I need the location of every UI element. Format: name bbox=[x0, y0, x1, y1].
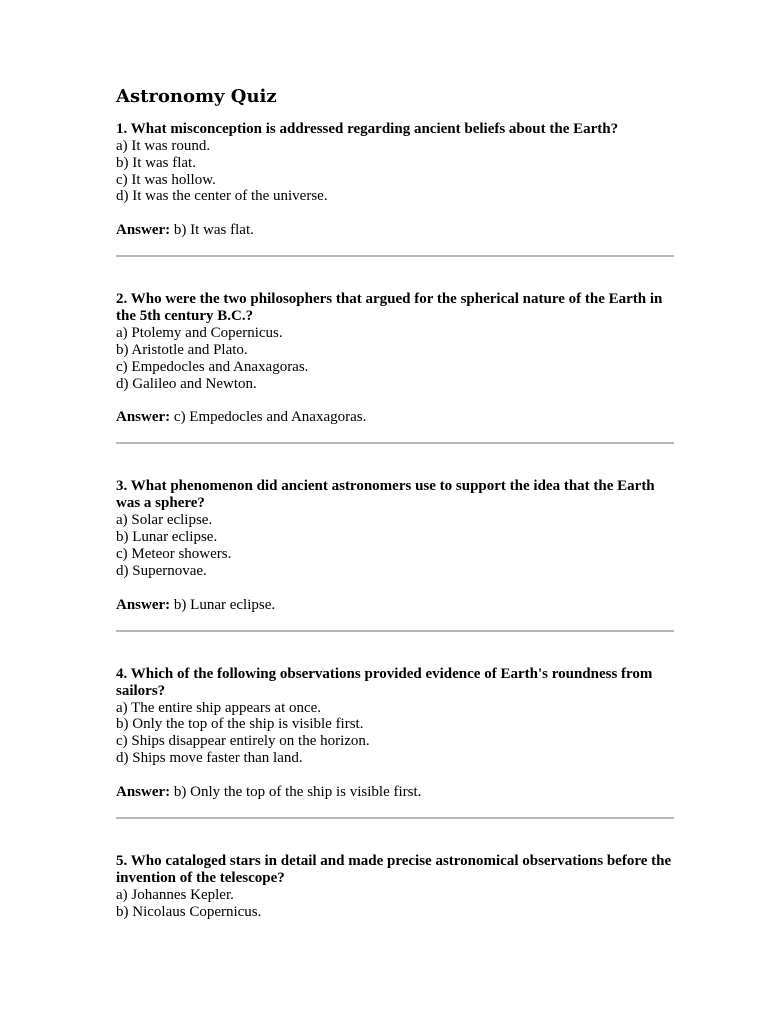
question-block-4 bbox=[116, 666, 674, 801]
question-block-3 bbox=[116, 478, 674, 613]
answer-line bbox=[116, 222, 674, 239]
answer-label: Answer: bbox=[116, 596, 171, 613]
answer-line bbox=[116, 784, 674, 801]
option-a: a) It was round. bbox=[116, 138, 211, 154]
option-c: c) Empedocles and Anaxagoras. bbox=[116, 358, 309, 375]
answer-text: c) Empedocles and Anaxagoras. bbox=[173, 409, 367, 426]
answer-text: b) Lunar eclipse. bbox=[173, 596, 276, 613]
answer-label: Answer: bbox=[116, 222, 171, 239]
question-text: 5. Who cataloged stars in detail and made precise astronomical observations before the invention of the telescope? bbox=[116, 852, 672, 886]
option-d: d) It was the center of the universe. bbox=[116, 188, 328, 205]
answer-label: Answer: bbox=[116, 783, 171, 800]
option-a: a) The entire ship appears at once. bbox=[116, 699, 322, 716]
question-text: 1. What misconception is addressed regarding ancient beliefs about the Earth? bbox=[116, 121, 619, 137]
option-d: d) Ships move faster than land. bbox=[116, 749, 303, 766]
option-c: c) Meteor showers. bbox=[116, 545, 232, 562]
option-b: b) Lunar eclipse. bbox=[116, 529, 218, 546]
option-b: b) Nicolaus Copernicus. bbox=[116, 903, 262, 920]
page-title: Astronomy Quiz bbox=[116, 86, 277, 107]
option-a: a) Solar eclipse. bbox=[116, 512, 213, 529]
divider bbox=[116, 817, 674, 819]
option-b: b) It was flat. bbox=[116, 154, 196, 171]
question-text: 2. Who were the two philosophers that argued for the spherical nature of the Earth in the 5th century B.C.? bbox=[116, 291, 663, 325]
option-b: b) Only the top of the ship is visible first. bbox=[116, 716, 364, 733]
question-text: 3. What phenomenon did ancient astronomers use to support the idea that the Earth was a sphere? bbox=[116, 478, 655, 512]
answer-text: b) It was flat. bbox=[173, 222, 254, 239]
option-a: a) Ptolemy and Copernicus. bbox=[116, 325, 283, 342]
answer-line bbox=[116, 597, 674, 614]
option-c: c) It was hollow. bbox=[116, 171, 216, 188]
question-text: 4. Which of the following observations provided evidence of Earth's roundness from sailors? bbox=[116, 665, 653, 699]
answer-label: Answer: bbox=[116, 409, 171, 426]
option-d: d) Galileo and Newton. bbox=[116, 375, 257, 392]
divider bbox=[116, 255, 674, 257]
option-b: b) Aristotle and Plato. bbox=[116, 341, 248, 358]
option-d: d) Supernovae. bbox=[116, 562, 207, 579]
question-block-5 bbox=[116, 853, 674, 921]
answer-text: b) Only the top of the ship is visible first. bbox=[173, 783, 422, 800]
option-c: c) Ships disappear entirely on the horizon. bbox=[116, 733, 370, 750]
answer-line bbox=[116, 409, 674, 426]
quiz-document bbox=[116, 85, 674, 920]
question-block-2 bbox=[116, 291, 674, 426]
option-a: a) Johannes Kepler. bbox=[116, 886, 234, 903]
divider bbox=[116, 630, 674, 632]
divider bbox=[116, 442, 674, 444]
question-block-1 bbox=[116, 121, 674, 239]
